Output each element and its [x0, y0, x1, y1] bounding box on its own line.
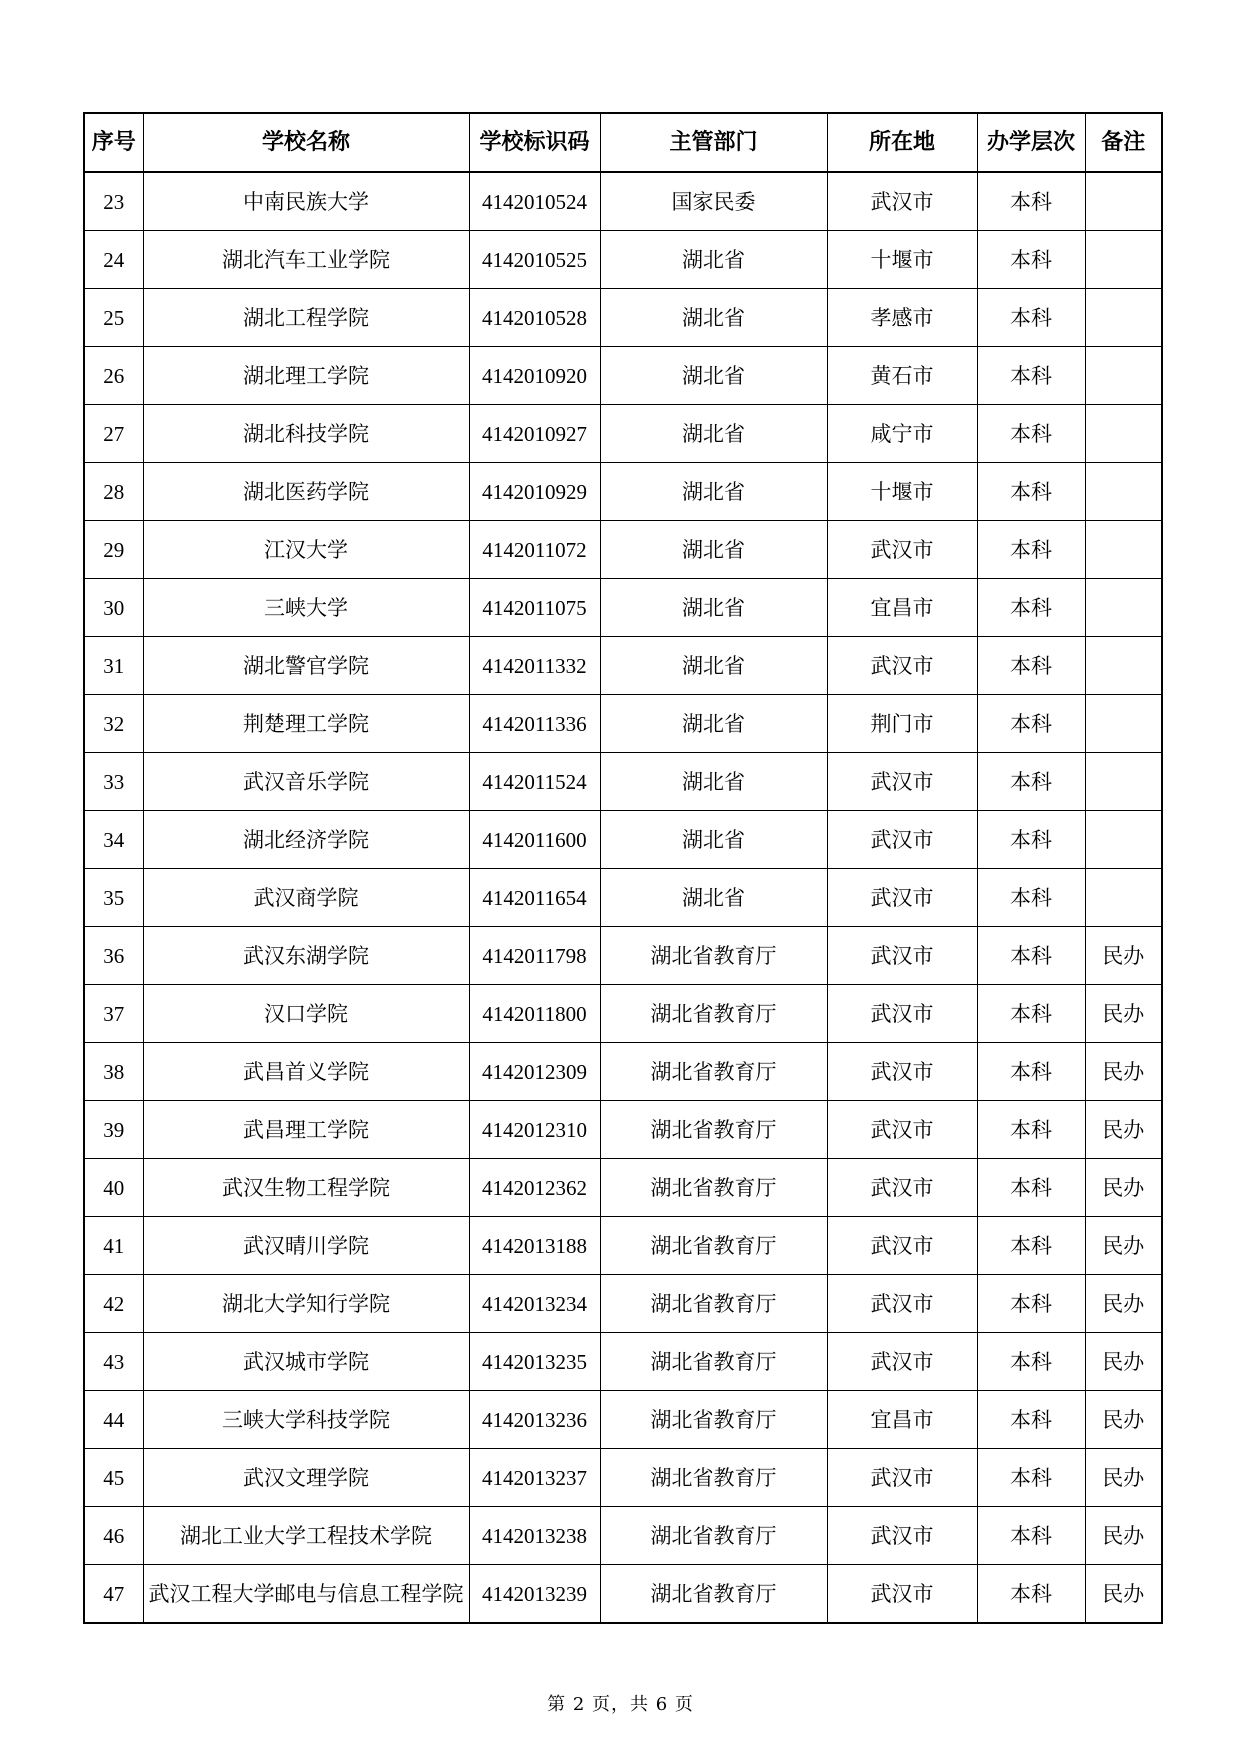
- seq-cell: 25: [84, 289, 143, 347]
- code-cell: 4142011600: [469, 811, 600, 869]
- location-cell: 武汉市: [827, 637, 977, 695]
- code-cell: 4142012309: [469, 1043, 600, 1101]
- seq-cell: 43: [84, 1333, 143, 1391]
- table-row: [84, 637, 1162, 695]
- level-cell: 本科: [977, 1333, 1085, 1391]
- location-cell: 武汉市: [827, 985, 977, 1043]
- name-cell: 中南民族大学: [143, 172, 469, 231]
- seq-cell: 26: [84, 347, 143, 405]
- level-cell: 本科: [977, 869, 1085, 927]
- level-cell: 本科: [977, 753, 1085, 811]
- level-cell: 本科: [977, 1565, 1085, 1624]
- level-cell: 本科: [977, 289, 1085, 347]
- seq-cell: 37: [84, 985, 143, 1043]
- header-school-code: 学校标识码: [469, 113, 600, 172]
- code-cell: 4142013188: [469, 1217, 600, 1275]
- name-cell: 武汉晴川学院: [143, 1217, 469, 1275]
- remark-cell: [1085, 811, 1162, 869]
- header-location: 所在地: [827, 113, 977, 172]
- name-cell: 武汉文理学院: [143, 1449, 469, 1507]
- location-cell: 武汉市: [827, 927, 977, 985]
- location-cell: 武汉市: [827, 1565, 977, 1624]
- table-row: [84, 521, 1162, 579]
- name-cell: 武汉城市学院: [143, 1333, 469, 1391]
- table-row: [84, 231, 1162, 289]
- level-cell: 本科: [977, 231, 1085, 289]
- remark-cell: 民办: [1085, 1159, 1162, 1217]
- authority-cell: 湖北省教育厅: [600, 1159, 827, 1217]
- level-cell: 本科: [977, 463, 1085, 521]
- remark-cell: 民办: [1085, 1565, 1162, 1624]
- code-cell: 4142010927: [469, 405, 600, 463]
- remark-cell: [1085, 463, 1162, 521]
- table-row: [84, 579, 1162, 637]
- level-cell: 本科: [977, 695, 1085, 753]
- remark-cell: 民办: [1085, 1391, 1162, 1449]
- code-cell: 4142010920: [469, 347, 600, 405]
- location-cell: 武汉市: [827, 753, 977, 811]
- location-cell: 武汉市: [827, 1159, 977, 1217]
- location-cell: 十堰市: [827, 463, 977, 521]
- location-cell: 十堰市: [827, 231, 977, 289]
- table-body: [84, 172, 1162, 1623]
- name-cell: 湖北汽车工业学院: [143, 231, 469, 289]
- table-row: [84, 347, 1162, 405]
- location-cell: 武汉市: [827, 1333, 977, 1391]
- remark-cell: 民办: [1085, 1449, 1162, 1507]
- name-cell: 武汉商学院: [143, 869, 469, 927]
- code-cell: 4142013236: [469, 1391, 600, 1449]
- table-row: [84, 405, 1162, 463]
- authority-cell: 国家民委: [600, 172, 827, 231]
- name-cell: 湖北大学知行学院: [143, 1275, 469, 1333]
- location-cell: 黄石市: [827, 347, 977, 405]
- table-row: [84, 869, 1162, 927]
- code-cell: 4142013239: [469, 1565, 600, 1624]
- name-cell: 武汉音乐学院: [143, 753, 469, 811]
- seq-cell: 41: [84, 1217, 143, 1275]
- header-level: 办学层次: [977, 113, 1085, 172]
- level-cell: 本科: [977, 985, 1085, 1043]
- table-row: [84, 463, 1162, 521]
- code-cell: 4142011524: [469, 753, 600, 811]
- remark-cell: [1085, 521, 1162, 579]
- authority-cell: 湖北省: [600, 695, 827, 753]
- level-cell: 本科: [977, 521, 1085, 579]
- table-row: [84, 172, 1162, 231]
- table-row: [84, 753, 1162, 811]
- level-cell: 本科: [977, 1159, 1085, 1217]
- table-row: [84, 1275, 1162, 1333]
- level-cell: 本科: [977, 1217, 1085, 1275]
- name-cell: 湖北警官学院: [143, 637, 469, 695]
- name-cell: 武汉生物工程学院: [143, 1159, 469, 1217]
- name-cell: 湖北经济学院: [143, 811, 469, 869]
- authority-cell: 湖北省教育厅: [600, 985, 827, 1043]
- remark-cell: 民办: [1085, 927, 1162, 985]
- table-row: [84, 1043, 1162, 1101]
- remark-cell: [1085, 869, 1162, 927]
- code-cell: 4142011336: [469, 695, 600, 753]
- level-cell: 本科: [977, 1101, 1085, 1159]
- code-cell: 4142011798: [469, 927, 600, 985]
- name-cell: 荆楚理工学院: [143, 695, 469, 753]
- authority-cell: 湖北省: [600, 869, 827, 927]
- level-cell: 本科: [977, 1275, 1085, 1333]
- table-row: [84, 811, 1162, 869]
- table-row: [84, 1217, 1162, 1275]
- name-cell: 武昌首义学院: [143, 1043, 469, 1101]
- name-cell: 武汉工程大学邮电与信息工程学院: [143, 1565, 469, 1624]
- authority-cell: 湖北省: [600, 463, 827, 521]
- authority-cell: 湖北省: [600, 521, 827, 579]
- code-cell: 4142010524: [469, 172, 600, 231]
- name-cell: 武昌理工学院: [143, 1101, 469, 1159]
- document-page: [83, 112, 1161, 1624]
- authority-cell: 湖北省: [600, 753, 827, 811]
- level-cell: 本科: [977, 405, 1085, 463]
- seq-cell: 39: [84, 1101, 143, 1159]
- level-cell: 本科: [977, 1391, 1085, 1449]
- level-cell: 本科: [977, 1507, 1085, 1565]
- code-cell: 4142011332: [469, 637, 600, 695]
- code-cell: 4142012310: [469, 1101, 600, 1159]
- name-cell: 湖北工业大学工程技术学院: [143, 1507, 469, 1565]
- seq-cell: 29: [84, 521, 143, 579]
- level-cell: 本科: [977, 637, 1085, 695]
- location-cell: 咸宁市: [827, 405, 977, 463]
- table-row: [84, 1565, 1162, 1624]
- table-row: [84, 985, 1162, 1043]
- seq-cell: 27: [84, 405, 143, 463]
- remark-cell: 民办: [1085, 1275, 1162, 1333]
- table-row: [84, 1391, 1162, 1449]
- seq-cell: 44: [84, 1391, 143, 1449]
- seq-cell: 30: [84, 579, 143, 637]
- header-school-name: 学校名称: [143, 113, 469, 172]
- header-authority: 主管部门: [600, 113, 827, 172]
- seq-cell: 32: [84, 695, 143, 753]
- code-cell: 4142013234: [469, 1275, 600, 1333]
- authority-cell: 湖北省教育厅: [600, 1391, 827, 1449]
- page-footer: 第 2 页，共 6 页: [547, 1694, 694, 1715]
- remark-cell: 民办: [1085, 1101, 1162, 1159]
- remark-cell: 民办: [1085, 985, 1162, 1043]
- seq-cell: 31: [84, 637, 143, 695]
- remark-cell: 民办: [1085, 1507, 1162, 1565]
- table-row: [84, 1159, 1162, 1217]
- code-cell: 4142010528: [469, 289, 600, 347]
- table-row: [84, 1507, 1162, 1565]
- level-cell: 本科: [977, 172, 1085, 231]
- name-cell: 三峡大学: [143, 579, 469, 637]
- remark-cell: [1085, 405, 1162, 463]
- seq-cell: 38: [84, 1043, 143, 1101]
- table-row: [84, 1449, 1162, 1507]
- name-cell: 三峡大学科技学院: [143, 1391, 469, 1449]
- remark-cell: [1085, 579, 1162, 637]
- location-cell: 武汉市: [827, 521, 977, 579]
- authority-cell: 湖北省教育厅: [600, 1275, 827, 1333]
- location-cell: 宜昌市: [827, 1391, 977, 1449]
- seq-cell: 46: [84, 1507, 143, 1565]
- authority-cell: 湖北省: [600, 811, 827, 869]
- table-row: [84, 1101, 1162, 1159]
- authority-cell: 湖北省: [600, 347, 827, 405]
- location-cell: 武汉市: [827, 869, 977, 927]
- name-cell: 湖北工程学院: [143, 289, 469, 347]
- name-cell: 江汉大学: [143, 521, 469, 579]
- header-seq: 序号: [84, 113, 143, 172]
- authority-cell: 湖北省教育厅: [600, 1565, 827, 1624]
- seq-cell: 42: [84, 1275, 143, 1333]
- seq-cell: 35: [84, 869, 143, 927]
- authority-cell: 湖北省教育厅: [600, 1043, 827, 1101]
- location-cell: 武汉市: [827, 1449, 977, 1507]
- code-cell: 4142013238: [469, 1507, 600, 1565]
- table-row: [84, 695, 1162, 753]
- level-cell: 本科: [977, 1043, 1085, 1101]
- location-cell: 荆门市: [827, 695, 977, 753]
- location-cell: 武汉市: [827, 1217, 977, 1275]
- location-cell: 武汉市: [827, 1507, 977, 1565]
- level-cell: 本科: [977, 579, 1085, 637]
- level-cell: 本科: [977, 811, 1085, 869]
- remark-cell: [1085, 637, 1162, 695]
- authority-cell: 湖北省教育厅: [600, 1507, 827, 1565]
- seq-cell: 40: [84, 1159, 143, 1217]
- name-cell: 湖北医药学院: [143, 463, 469, 521]
- code-cell: 4142011800: [469, 985, 600, 1043]
- remark-cell: 民办: [1085, 1043, 1162, 1101]
- seq-cell: 47: [84, 1565, 143, 1624]
- location-cell: 武汉市: [827, 1101, 977, 1159]
- authority-cell: 湖北省教育厅: [600, 1333, 827, 1391]
- name-cell: 湖北科技学院: [143, 405, 469, 463]
- code-cell: 4142011075: [469, 579, 600, 637]
- authority-cell: 湖北省教育厅: [600, 1449, 827, 1507]
- remark-cell: [1085, 289, 1162, 347]
- location-cell: 武汉市: [827, 811, 977, 869]
- header-row: [84, 113, 1162, 172]
- name-cell: 湖北理工学院: [143, 347, 469, 405]
- remark-cell: [1085, 753, 1162, 811]
- authority-cell: 湖北省: [600, 637, 827, 695]
- code-cell: 4142011072: [469, 521, 600, 579]
- school-table: [83, 112, 1163, 1624]
- remark-cell: 民办: [1085, 1217, 1162, 1275]
- location-cell: 孝感市: [827, 289, 977, 347]
- authority-cell: 湖北省: [600, 579, 827, 637]
- header-remark: 备注: [1085, 113, 1162, 172]
- location-cell: 武汉市: [827, 1043, 977, 1101]
- location-cell: 宜昌市: [827, 579, 977, 637]
- table-header: [84, 113, 1162, 172]
- code-cell: 4142012362: [469, 1159, 600, 1217]
- location-cell: 武汉市: [827, 1275, 977, 1333]
- remark-cell: [1085, 231, 1162, 289]
- level-cell: 本科: [977, 347, 1085, 405]
- name-cell: 武汉东湖学院: [143, 927, 469, 985]
- authority-cell: 湖北省教育厅: [600, 1217, 827, 1275]
- code-cell: 4142013235: [469, 1333, 600, 1391]
- level-cell: 本科: [977, 1449, 1085, 1507]
- seq-cell: 23: [84, 172, 143, 231]
- authority-cell: 湖北省教育厅: [600, 927, 827, 985]
- table-row: [84, 289, 1162, 347]
- remark-cell: [1085, 172, 1162, 231]
- seq-cell: 45: [84, 1449, 143, 1507]
- table-row: [84, 927, 1162, 985]
- authority-cell: 湖北省: [600, 289, 827, 347]
- code-cell: 4142010525: [469, 231, 600, 289]
- table-row: [84, 1333, 1162, 1391]
- code-cell: 4142013237: [469, 1449, 600, 1507]
- seq-cell: 34: [84, 811, 143, 869]
- seq-cell: 28: [84, 463, 143, 521]
- remark-cell: 民办: [1085, 1333, 1162, 1391]
- seq-cell: 33: [84, 753, 143, 811]
- level-cell: 本科: [977, 927, 1085, 985]
- seq-cell: 36: [84, 927, 143, 985]
- authority-cell: 湖北省: [600, 231, 827, 289]
- authority-cell: 湖北省教育厅: [600, 1101, 827, 1159]
- name-cell: 汉口学院: [143, 985, 469, 1043]
- code-cell: 4142011654: [469, 869, 600, 927]
- seq-cell: 24: [84, 231, 143, 289]
- location-cell: 武汉市: [827, 172, 977, 231]
- remark-cell: [1085, 695, 1162, 753]
- remark-cell: [1085, 347, 1162, 405]
- code-cell: 4142010929: [469, 463, 600, 521]
- authority-cell: 湖北省: [600, 405, 827, 463]
